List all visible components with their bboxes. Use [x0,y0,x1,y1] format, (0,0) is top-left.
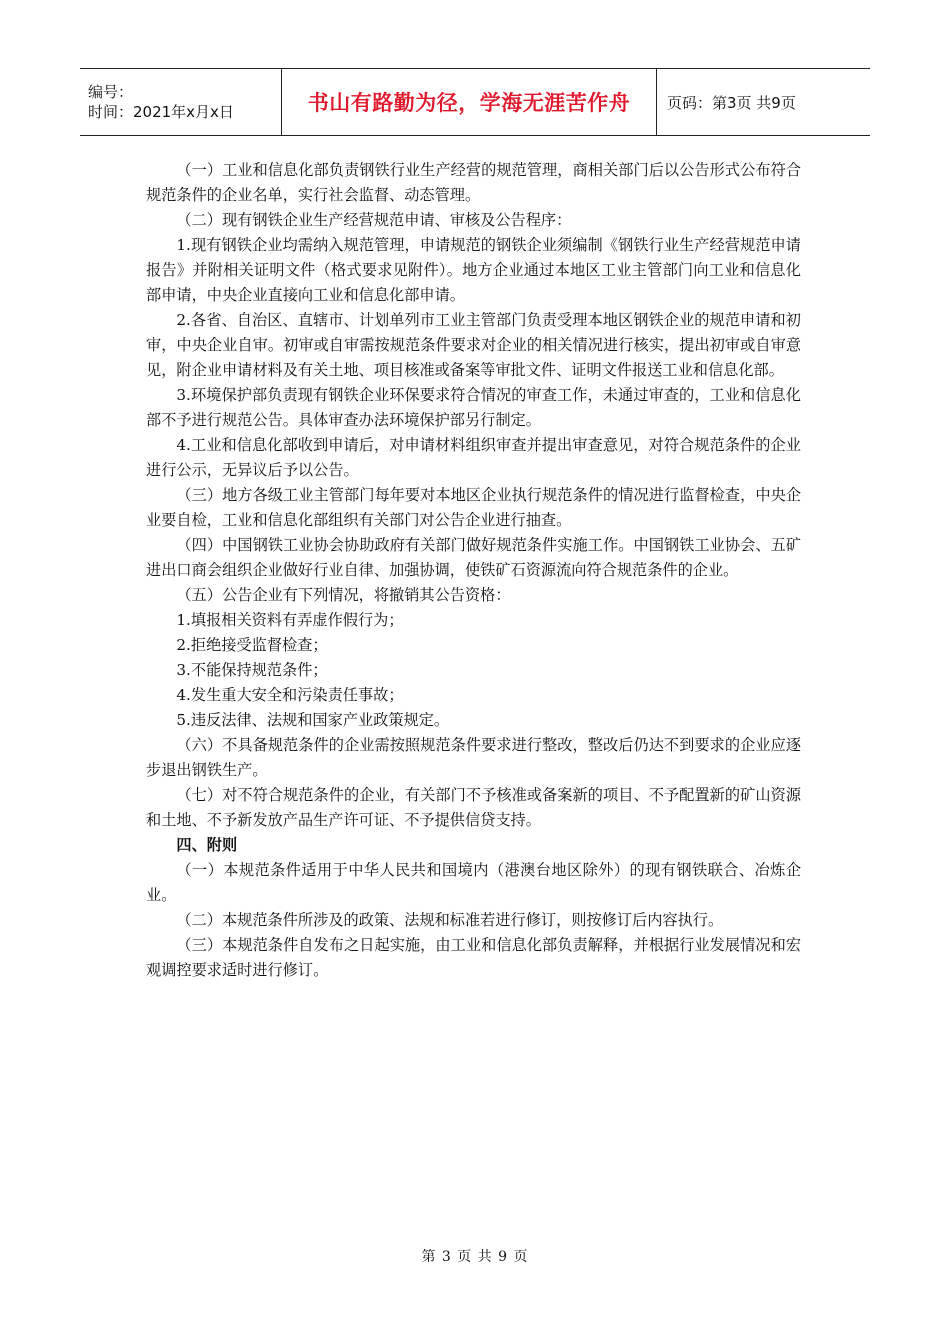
paragraph: （六）不具备规范条件的企业需按照规范条件要求进行整改，整改后仍达不到要求的企业应逐步退出钢铁生产。 [146,736,801,779]
paragraph: （五）公告企业有下列情况，将撤销其公告资格： [176,586,511,604]
paragraph: 4.工业和信息化部收到申请后，对申请材料组织审查并提出审查意见，对符合规范条件的企业进行公示，无异议后予以公告。 [146,436,801,479]
document-date-label: 时间：2021年x月x日 [88,103,234,121]
paragraph: （三）地方各级工业主管部门每年要对本地区企业执行规范条件的情况进行监督检查，中央企业要自检，工业和信息化部组织有关部门对公告企业进行抽查。 [146,486,801,529]
list-item: 1.填报相关资料有弄虚作假行为； [176,611,404,629]
paragraph: （三）本规范条件自发布之日起实施，由工业和信息化部负责解释，并根据行业发展情况和宏观调控要求适时进行修订。 [146,936,801,979]
paragraph: 3.环境保护部负责现有钢铁企业环保要求符合情况的审查工作，未通过审查的，工业和信息化部不予进行规范公告。具体审查办法环境保护部另行制定。 [146,386,801,429]
paragraph: （一）工业和信息化部负责钢铁行业生产经营的规范管理，商相关部门后以公告形式公布符合规范条件的企业名单，实行社会监督、动态管理。 [146,161,801,204]
header-page-cell [657,69,870,135]
paragraph: （七）对不符合规范条件的企业，有关部门不予核准或备案新的项目、不予配置新的矿山资源和土地、不予新发放产品生产许可证、不予提供信贷支持。 [146,786,801,829]
list-item: 5.违反法律、法规和国家产业政策规定。 [176,711,450,729]
list-item: 4.发生重大安全和污染责任事故； [176,686,404,704]
list-item: 3.不能保持规范条件； [176,661,328,679]
paragraph: （二）现有钢铁企业生产经营规范申请、审核及公告程序： [176,211,572,229]
paragraph: （二）本规范条件所涉及的政策、法规和标准若进行修订，则按修订后内容执行。 [176,911,724,929]
paragraph: 2.各省、自治区、直辖市、计划单列市工业主管部门负责受理本地区钢铁企业的规范申请和初审，中央企业自审。初审或自审需按规范条件要求对企业的相关情况进行核实，提出初审或自审意见，附企业申请材料及有关土地、项目核准或备案等审批文件、证明文件报送工业和信息化部。 [146,311,801,379]
header-motto-cell [282,69,657,135]
list-item: 2.拒绝接受监督检查； [176,636,328,654]
page-footer: 第 3 页 共 9 页 [421,1249,529,1265]
paragraph: （一）本规范条件适用于中华人民共和国境内（港澳台地区除外）的现有钢铁联合、冶炼企业。 [146,861,801,904]
page-header [80,68,870,136]
header-meta [80,69,282,135]
header-motto: 书山有路勤为径，学海无涯苦作舟 [307,91,631,115]
paragraph: 1.现有钢铁企业均需纳入规范管理，申请规范的钢铁企业须编制《钢铁行业生产经营规范申请报告》并附相关证明文件（格式要求见附件）。地方企业通过本地区工业主管部门向工业和信息化部申请，中央企业直接向工业和信息化部申请。 [146,236,801,304]
document-number-label: 编号： [88,83,134,101]
header-page-number: 页码：第3页 共9页 [667,93,796,112]
paragraph: （四）中国钢铁工业协会协助政府有关部门做好规范条件实施工作。中国钢铁工业协会、五矿进出口商会组织企业做好行业自律、加强协调，使铁矿石资源流向符合规范条件的企业。 [146,536,801,579]
document-body [146,158,801,983]
section-heading: 四、附则 [176,836,238,854]
